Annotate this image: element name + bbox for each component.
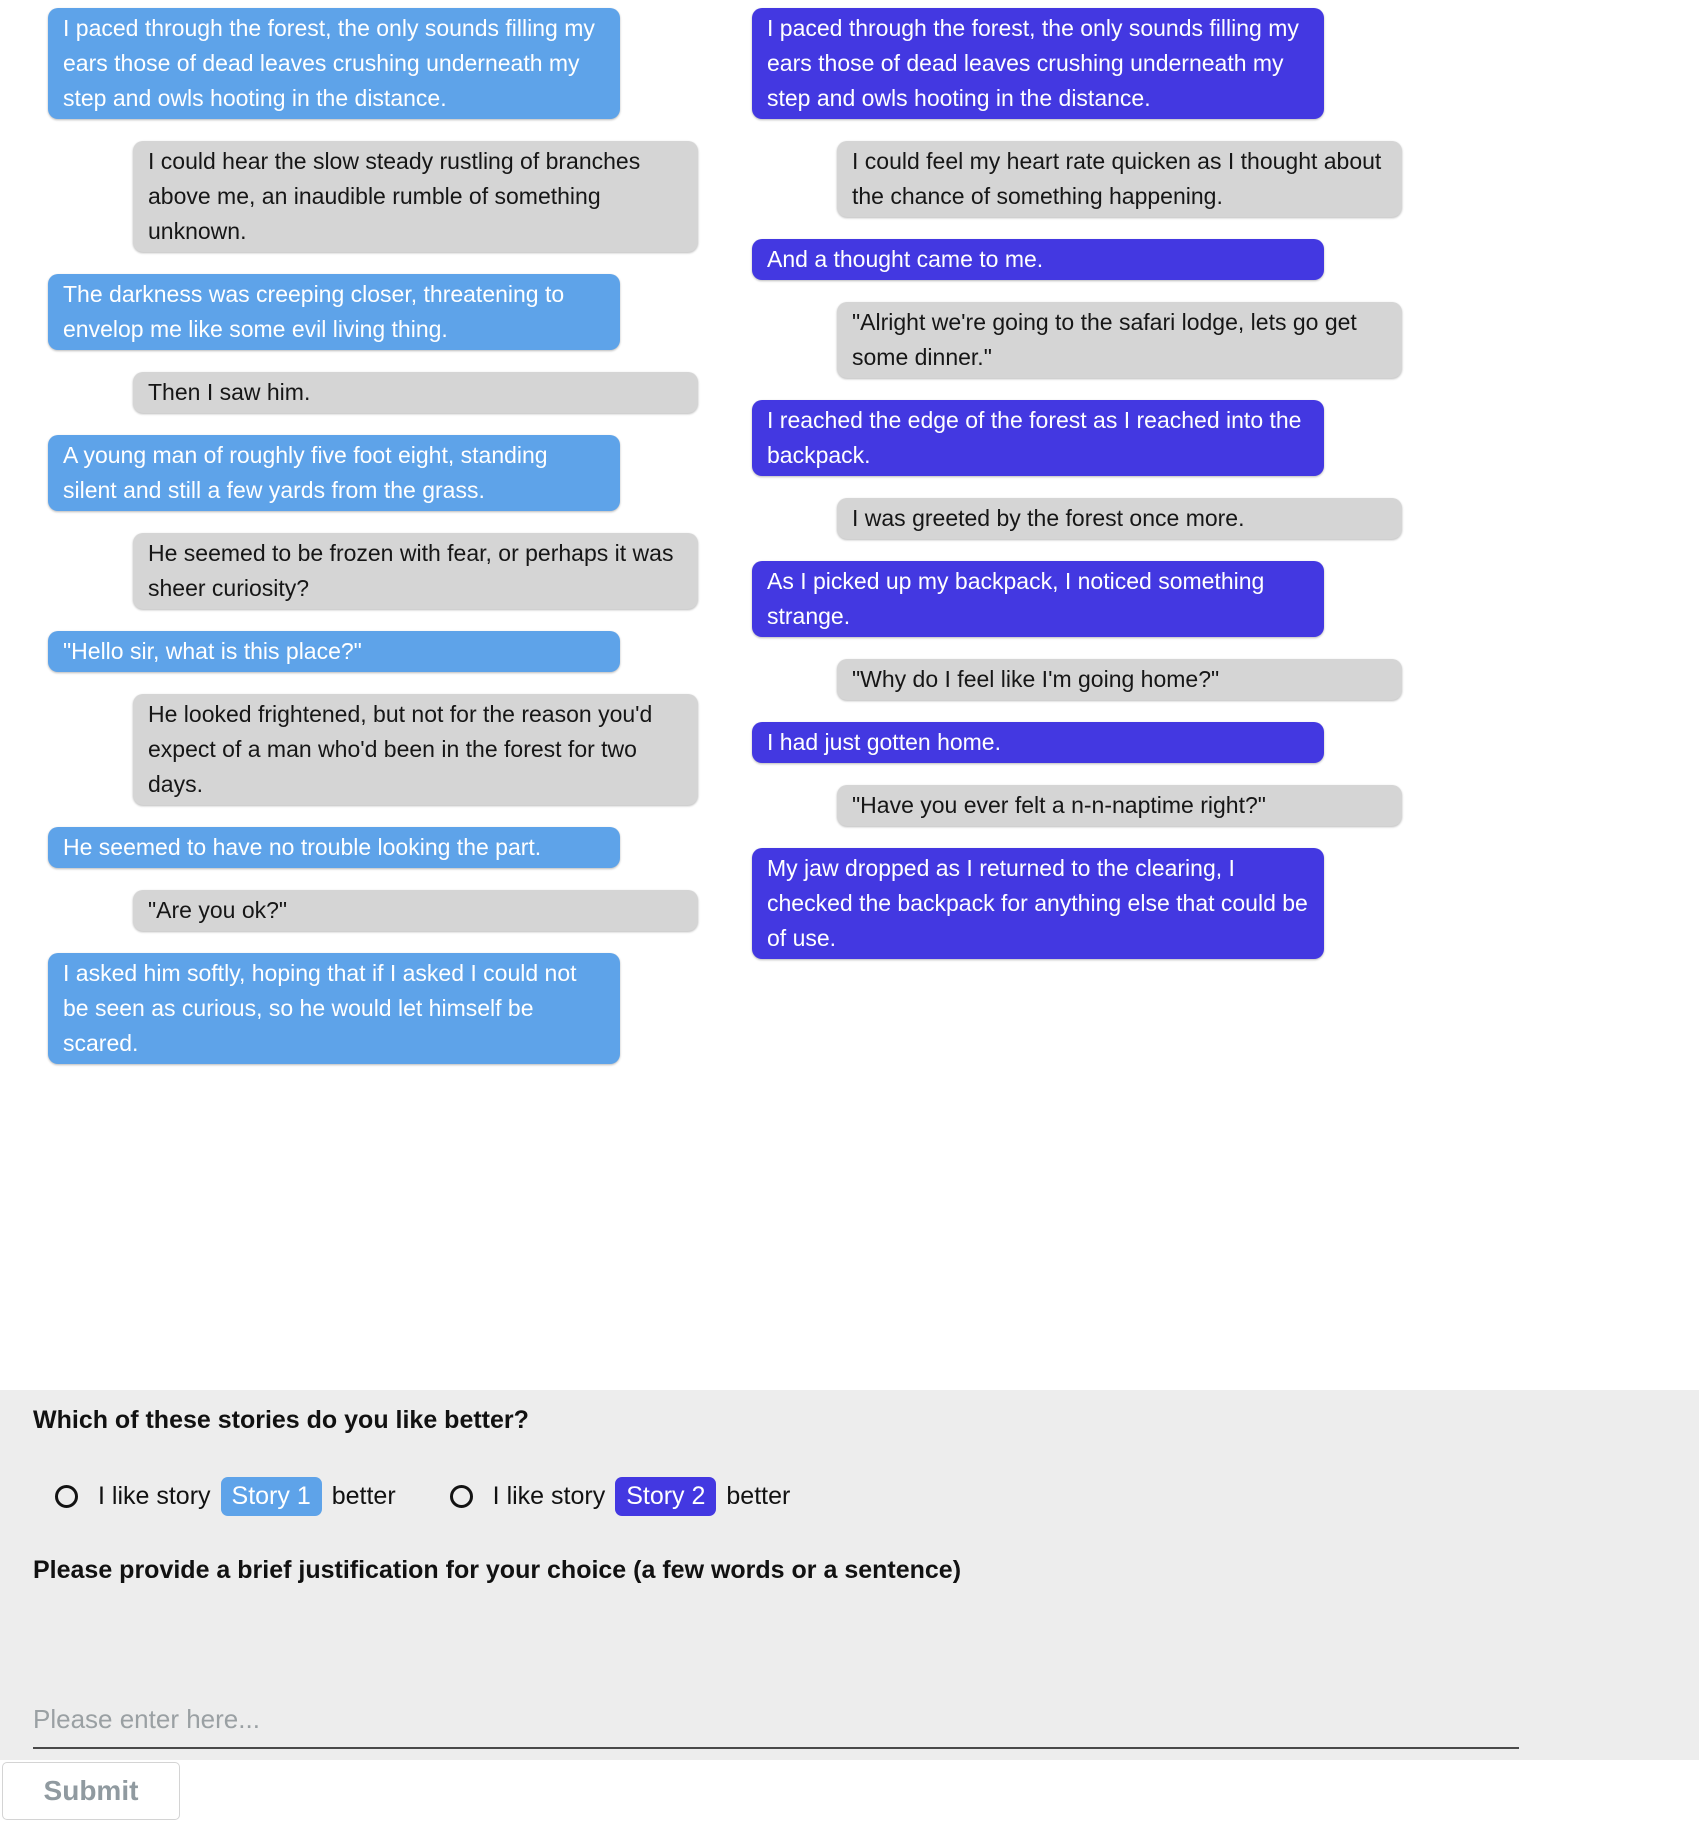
story2-reply-bubble: I was greeted by the forest once more. [837, 498, 1402, 539]
story2-narrator-bubble: As I picked up my backpack, I noticed something strange. [752, 561, 1324, 637]
story1-reply-bubble: He seemed to be frozen with fear, or perhaps it was sheer curiosity? [133, 533, 698, 609]
story2-badge: Story 2 [615, 1477, 716, 1516]
story2-narrator-bubble: I paced through the forest, the only sounds filling my ears those of dead leaves crushing underneath my step and owls hooting in the distance. [752, 8, 1324, 119]
story2-reply-bubble: "Have you ever felt a n-n-naptime right?" [837, 785, 1402, 826]
option1-prefix-text: I like story [98, 1482, 211, 1510]
radio-options-row [33, 1477, 1666, 1516]
story2-reply-bubble: "Alright we're going to the safari lodge, lets go get some dinner." [837, 302, 1402, 378]
story2-thread [752, 8, 1402, 959]
story2-reply-bubble: I could feel my heart rate quicken as I thought about the chance of something happening. [837, 141, 1402, 217]
story1-narrator-bubble: I asked him softly, hoping that if I asked I could not be seen as curious, so he would let himself be scared. [48, 953, 620, 1064]
radio-button-story2[interactable] [450, 1485, 473, 1508]
story2-narrator-bubble: My jaw dropped as I returned to the clearing, I checked the backpack for anything else that could be of use. [752, 848, 1324, 959]
story1-reply-bubble: Then I saw him. [133, 372, 698, 413]
story2-narrator-bubble: I had just gotten home. [752, 722, 1324, 763]
story1-reply-bubble: He looked frightened, but not for the reason you'd expect of a man who'd been in the forest for two days. [133, 694, 698, 805]
option2-suffix-text: better [726, 1482, 791, 1510]
story1-badge: Story 1 [221, 1477, 322, 1516]
radio-button-story1[interactable] [55, 1485, 78, 1508]
submit-button[interactable]: Submit [2, 1762, 180, 1820]
question-label: Which of these stories do you like better? [33, 1406, 529, 1434]
justification-label: Please provide a brief justification for your choice (a few words or a sentence) [33, 1556, 962, 1584]
story1-reply-bubble: I could hear the slow steady rustling of branches above me, an inaudible rumble of something unknown. [133, 141, 698, 252]
story1-narrator-bubble: The darkness was creeping closer, threatening to envelop me like some evil living thing. [48, 274, 620, 350]
story1-reply-bubble: "Are you ok?" [133, 890, 698, 931]
justification-input[interactable] [33, 1704, 1519, 1749]
radio-option-story2[interactable] [450, 1477, 795, 1516]
story1-narrator-bubble: I paced through the forest, the only sounds filling my ears those of dead leaves crushing underneath my step and owls hooting in the distance. [48, 8, 620, 119]
story1-narrator-bubble: He seemed to have no trouble looking the part. [48, 827, 620, 868]
story2-narrator-bubble: And a thought came to me. [752, 239, 1324, 280]
option2-prefix-text: I like story [492, 1482, 606, 1510]
story2-reply-bubble: "Why do I feel like I'm going home?" [837, 659, 1402, 700]
preference-form [0, 1390, 1699, 1760]
option1-suffix-text: better [331, 1482, 396, 1510]
radio-option-story1[interactable] [55, 1477, 400, 1516]
story1-thread [48, 8, 698, 1064]
story1-narrator-bubble: "Hello sir, what is this place?" [48, 631, 620, 672]
story1-narrator-bubble: A young man of roughly five foot eight, standing silent and still a few yards from the grass. [48, 435, 620, 511]
story2-narrator-bubble: I reached the edge of the forest as I reached into the backpack. [752, 400, 1324, 476]
